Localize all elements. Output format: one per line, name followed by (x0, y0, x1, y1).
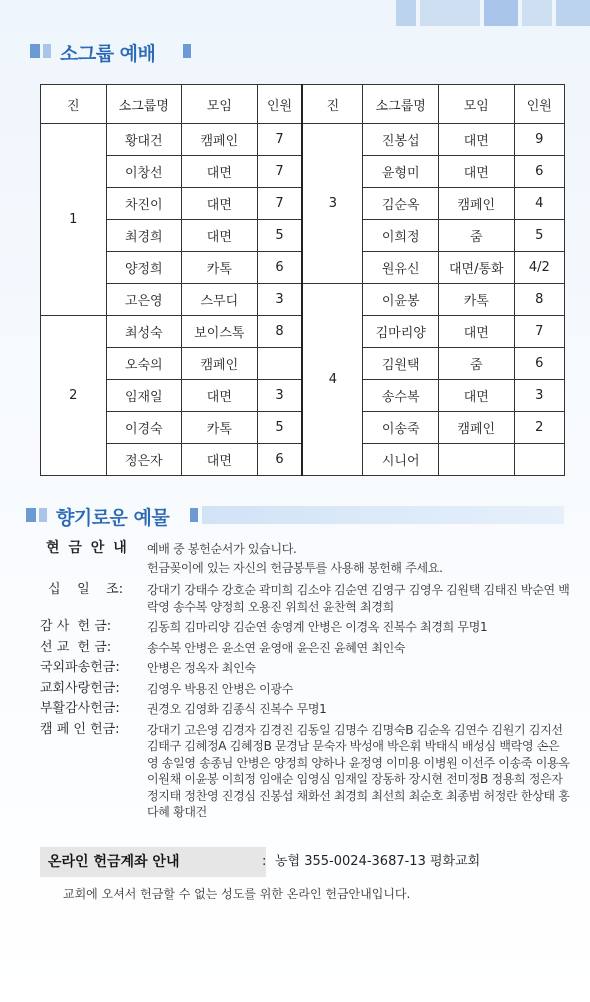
table-row (41, 124, 565, 156)
count: 3 (257, 380, 302, 412)
col-header: 모임 (438, 85, 514, 124)
cash-guide (40, 540, 570, 578)
meeting-type: 카톡 (182, 412, 258, 444)
offering-row (40, 681, 570, 698)
group-name: 최성숙 (106, 316, 182, 348)
jin-cell: 2 (41, 316, 107, 476)
group-name: 이경숙 (106, 412, 182, 444)
count: 5 (257, 220, 302, 252)
jin-cell: 1 (41, 124, 107, 316)
meeting-type: 대면 (438, 156, 514, 188)
section-title: 소그룹 예배 (60, 43, 156, 65)
group-name: 이윤봉 (363, 284, 439, 316)
group-name: 김마리양 (363, 316, 439, 348)
group-name: 시니어 (363, 444, 439, 476)
cash-guide-line: 예배 중 봉헌순서가 있습니다. (147, 542, 297, 556)
count: 6 (514, 348, 564, 380)
group-name: 차진이 (106, 188, 182, 220)
online-note: 교회에 오셔서 헌금할 수 없는 성도를 위한 온라인 헌금안내입니다. (63, 887, 411, 901)
offering-names: 권경오 김영화 김종식 진복수 무명1 (147, 702, 327, 716)
offering-label: 감 사 헌 금: (40, 619, 112, 634)
meeting-type: 줌 (438, 220, 514, 252)
count: 4 (514, 188, 564, 220)
offering-row (40, 701, 570, 718)
count: 7 (514, 316, 564, 348)
group-name: 김순옥 (363, 188, 439, 220)
meeting-type: 줌 (438, 348, 514, 380)
group-name: 이창선 (106, 156, 182, 188)
meeting-type: 대면 (438, 124, 514, 156)
col-header: 인원 (514, 85, 564, 124)
offering-row (40, 722, 570, 821)
col-header: 소그룹명 (363, 85, 439, 124)
count (257, 348, 302, 380)
offering-row (40, 619, 570, 636)
count: 8 (257, 316, 302, 348)
meeting-type: 캠페인 (438, 188, 514, 220)
group-name: 황대건 (106, 124, 182, 156)
count: 5 (514, 220, 564, 252)
jin-cell: 3 (302, 124, 362, 284)
col-header: 진 (302, 85, 362, 124)
offering-row (40, 582, 570, 615)
offering-row (40, 660, 570, 677)
count: 3 (257, 284, 302, 316)
offering-names: 강대기 고은영 김경자 김경진 김동일 김명수 김명숙B 김순옥 김연수 김원기 김지선 김태구 김혜정A 김혜정B 문경남 문숙자 박성애 박은휘 박태식 배성심 백락영 손은영 송일영 송종님 안병은 양정희 양하나 윤정영 이미용 이병원 이선주 이송죽 이용옥 이원채 이윤봉 이희정 임애순 임영심 임재일 장동하 장시현 전미정B 정용희 정은자 정지태 정찬영 진경심 진봉섭 채화선 최경희 최선희 최순호 최종범 허정란 한상태 홍다혜 황대건 (147, 722, 570, 819)
count: 5 (257, 412, 302, 444)
table-header-row (41, 85, 565, 124)
count: 6 (514, 156, 564, 188)
offering-label: 캠 페 인 헌금: (40, 721, 120, 737)
count: 7 (257, 188, 302, 220)
count: 6 (257, 444, 302, 476)
count: 7 (257, 124, 302, 156)
col-header: 모임 (182, 85, 258, 124)
count: 6 (257, 252, 302, 284)
offering-names: 강대기 강태수 강호순 곽미희 김소야 김순연 김영구 김영우 김원택 김태진 박순연 백락영 송수복 양정희 오용진 위희선 윤찬혁 최경희 (147, 583, 570, 614)
meeting-type: 카톡 (182, 252, 258, 284)
meeting-type: 캠페인 (182, 124, 258, 156)
cash-guide-label: 현 금 안 내 (46, 540, 129, 556)
offering-label: 십 일 조: (48, 582, 124, 597)
col-header: 진 (41, 85, 107, 124)
meeting-type: 대면 (182, 156, 258, 188)
group-name: 이송죽 (363, 412, 439, 444)
meeting-type: 대면 (182, 220, 258, 252)
col-header: 인원 (257, 85, 302, 124)
count: 4/2 (514, 252, 564, 284)
group-name: 김원택 (363, 348, 439, 380)
group-name: 임재일 (106, 380, 182, 412)
offering-label: 국외파송헌금: (40, 660, 120, 675)
group-name: 이희정 (363, 220, 439, 252)
offering-names: 송수복 안병은 윤소연 윤영애 윤은진 윤혜연 최인숙 (147, 640, 406, 655)
meeting-type (438, 444, 514, 476)
meeting-type: 대면 (438, 316, 514, 348)
offering-names: 안병은 정옥자 최인숙 (147, 661, 256, 675)
top-decor-bar (0, 0, 590, 26)
group-name: 윤형미 (363, 156, 439, 188)
group-name: 송수복 (363, 380, 439, 412)
offering-row (40, 640, 570, 657)
group-name: 고은영 (106, 284, 182, 316)
count: 7 (257, 156, 302, 188)
count (514, 444, 564, 476)
count: 2 (514, 412, 564, 444)
group-name: 양정희 (106, 252, 182, 284)
table-row (41, 284, 565, 316)
meeting-type: 대면 (182, 380, 258, 412)
online-offering-label: 온라인 헌금계좌 안내 (40, 847, 266, 877)
meeting-type: 캠페인 (182, 348, 258, 380)
offering-list (40, 540, 570, 821)
meeting-type: 대면 (438, 380, 514, 412)
online-account: 농협 355-0024-3687-13 평화교회 (275, 854, 481, 869)
count: 9 (514, 124, 564, 156)
online-colon: : (262, 854, 267, 869)
meeting-type: 보이스톡 (182, 316, 258, 348)
meeting-type: 캠페인 (438, 412, 514, 444)
section-title: 향기로운 예물 (56, 507, 170, 529)
offering-names: 김동희 김마리양 김순연 송영계 안병은 이경옥 진복수 최경희 무명1 (147, 620, 488, 634)
offering-label: 선 교 헌 금: (40, 639, 112, 655)
meeting-type: 대면/통화 (438, 252, 514, 284)
meeting-type: 스무디 (182, 284, 258, 316)
group-name: 정은자 (106, 444, 182, 476)
cash-guide-line: 헌금꽂이에 있는 자신의 헌금봉투를 사용해 봉헌해 주세요. (147, 561, 443, 575)
offering-label: 부활감사헌금: (40, 701, 120, 716)
meeting-type: 카톡 (438, 284, 514, 316)
small-group-table (40, 84, 565, 476)
group-name: 진봉섭 (363, 124, 439, 156)
count: 3 (514, 380, 564, 412)
meeting-type: 대면 (182, 188, 258, 220)
meeting-type: 대면 (182, 444, 258, 476)
section-header-small-group (0, 38, 590, 64)
group-name: 원유신 (363, 252, 439, 284)
group-name: 오숙의 (106, 348, 182, 380)
section-header-offering (0, 502, 590, 528)
offering-names: 김영우 박용진 안병은 이광수 (147, 681, 294, 696)
jin-cell: 4 (302, 284, 362, 476)
offering-label: 교회사랑헌금: (40, 680, 120, 696)
count: 8 (514, 284, 564, 316)
col-header: 소그룹명 (106, 85, 182, 124)
group-name: 최경희 (106, 220, 182, 252)
